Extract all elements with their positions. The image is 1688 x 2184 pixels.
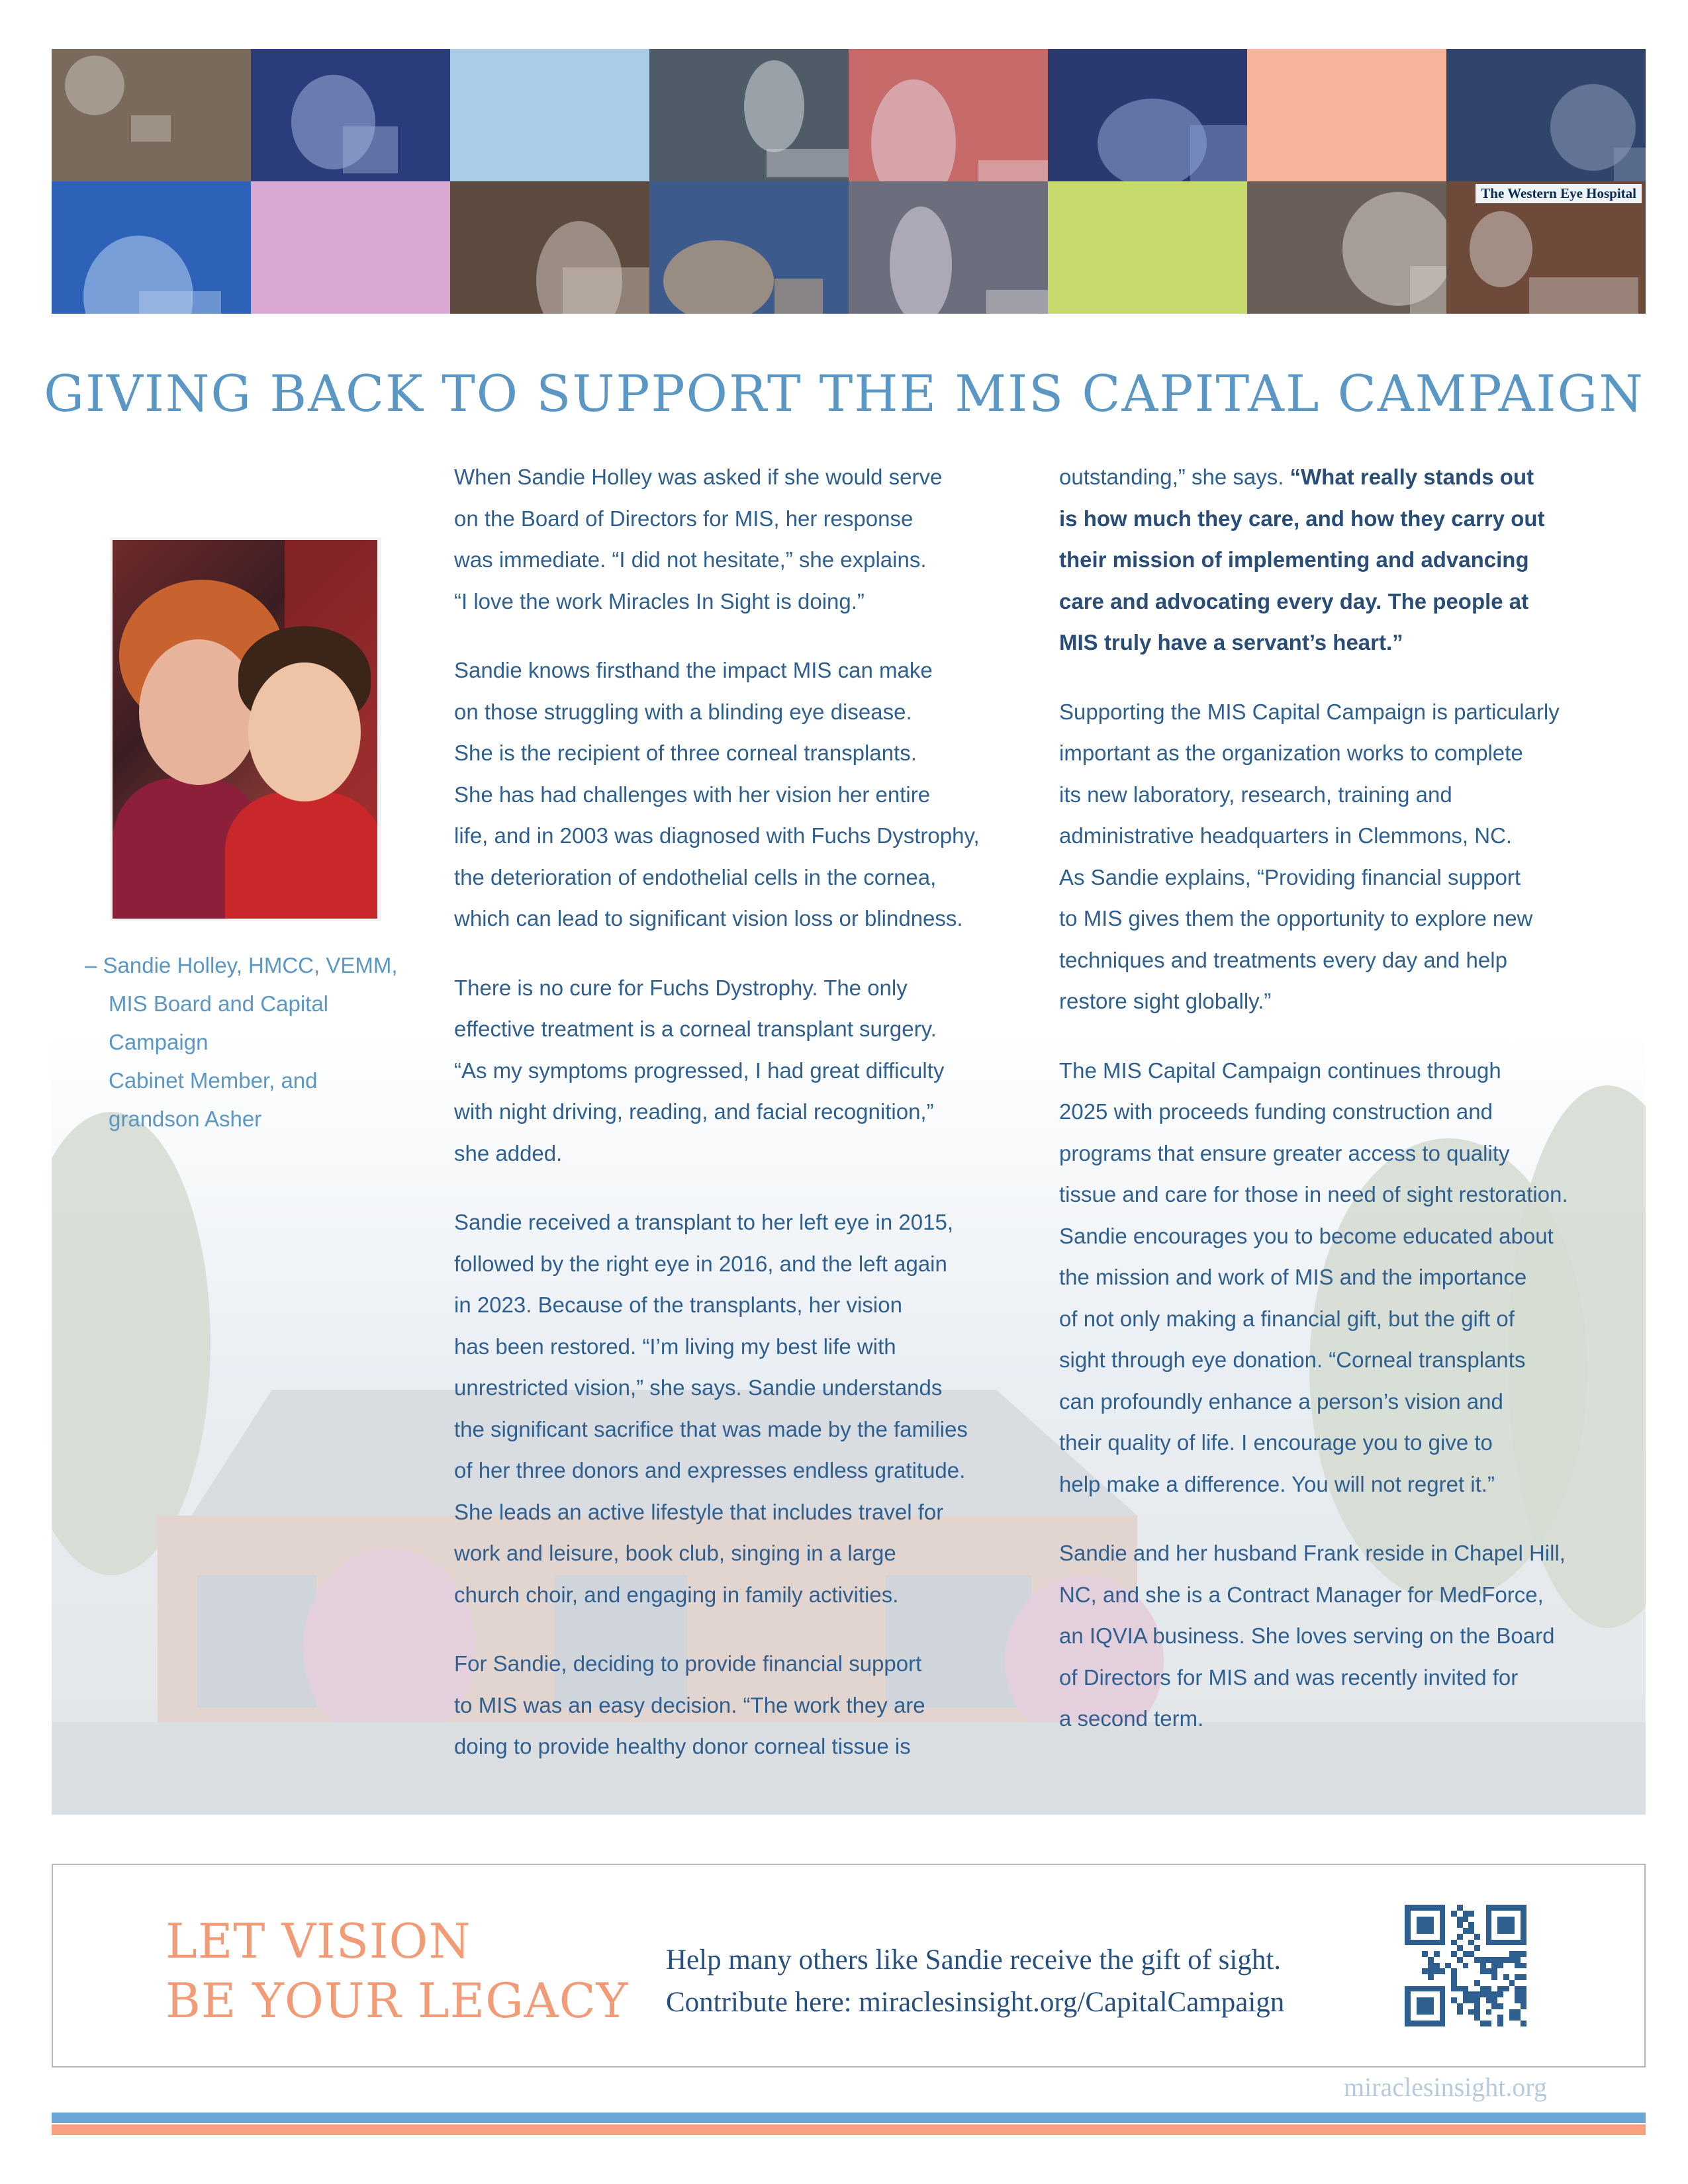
callout-text-line: Help many others like Sandie receive the gift of sight. bbox=[666, 1944, 1282, 1976]
qr-code[interactable] bbox=[1405, 1905, 1526, 2026]
text-line: their quality of life. I encourage you to give to bbox=[1059, 1430, 1493, 1455]
mosaic-tile bbox=[1446, 181, 1646, 314]
text-line: can profoundly enhance a person’s vision and bbox=[1059, 1388, 1503, 1414]
mosaic-tile bbox=[1247, 181, 1446, 314]
text-line: She has had challenges with her vision her entire bbox=[454, 782, 931, 807]
website-url[interactable]: miraclesinsight.org bbox=[1344, 2072, 1547, 2102]
text-line: on the Board of Directors for MIS, her response bbox=[454, 506, 914, 531]
text-line: “As my symptoms progressed, I had great difficulty bbox=[454, 1058, 945, 1083]
text-line: the mission and work of MIS and the importance bbox=[1059, 1265, 1527, 1289]
callout-text bbox=[666, 1939, 1284, 2024]
text-line: its new laboratory, research, training and bbox=[1059, 782, 1452, 807]
mosaic-tile bbox=[1048, 181, 1247, 314]
text-line: church choir, and engaging in family activities. bbox=[454, 1582, 899, 1607]
text-line: techniques and treatments every day and help bbox=[1059, 947, 1507, 972]
paragraph bbox=[454, 1643, 1037, 1768]
text-line: She leads an active lifestyle that includes travel for bbox=[454, 1499, 944, 1524]
hospital-sign: The Western Eye Hospital bbox=[1476, 184, 1642, 203]
callout-title bbox=[165, 1911, 628, 2030]
text-span: outstanding,” she says. bbox=[1059, 465, 1290, 489]
text-line: was immediate. “I did not hesitate,” she explains. bbox=[454, 547, 927, 572]
article-column-1 bbox=[454, 457, 1037, 1796]
text-line: of not only making a financial gift, but the gift of bbox=[1059, 1306, 1515, 1331]
text-line: the significant sacrifice that was made by the families bbox=[454, 1416, 968, 1441]
page-title: GIVING BACK TO SUPPORT THE MIS CAPITAL CAMPAIGN bbox=[44, 364, 1644, 423]
text-line: care and advocating every day. The people at bbox=[1059, 588, 1529, 614]
text-line: has been restored. “I’m living my best life with bbox=[454, 1334, 896, 1359]
text-line: NC, and she is a Contract Manager for MedForce, bbox=[1059, 1582, 1544, 1607]
mosaic-tile bbox=[849, 49, 1048, 181]
mosaic-tile bbox=[1446, 49, 1646, 181]
mosaic-tile bbox=[1048, 49, 1247, 181]
photo-mosaic bbox=[52, 49, 1646, 314]
text-line: work and leisure, book club, singing in a large bbox=[454, 1541, 896, 1565]
mosaic-tile bbox=[450, 49, 649, 181]
paragraph bbox=[454, 650, 1037, 940]
paragraph bbox=[454, 457, 1037, 622]
text-line: restore sight globally.” bbox=[1059, 989, 1272, 1013]
text-line: Sandie received a transplant to her left eye in 2015, bbox=[454, 1210, 953, 1234]
text-line: of Directors for MIS and was recently invited for bbox=[1059, 1664, 1519, 1690]
text-line: followed by the right eye in 2016, and the left again bbox=[454, 1251, 947, 1276]
text-line: Sandie knows firsthand the impact MIS can make bbox=[454, 658, 933, 682]
caption-line: Cabinet Member, and bbox=[109, 1068, 318, 1093]
mosaic-tile bbox=[1247, 49, 1446, 181]
text-line: Sandie and her husband Frank reside in Chapel Hill, bbox=[1059, 1541, 1566, 1565]
text-line: the deterioration of endothelial cells in the cornea, bbox=[454, 864, 937, 889]
text-line bbox=[1059, 457, 1628, 498]
text-line: is how much they care, and how they carry out bbox=[1059, 506, 1545, 531]
mosaic-tile bbox=[649, 49, 849, 181]
text-line: she added. bbox=[454, 1140, 563, 1165]
paragraph bbox=[1059, 457, 1628, 664]
text-line: which can lead to significant vision loss or blindness. bbox=[454, 906, 963, 931]
callout-title-line: BE YOUR LEGACY bbox=[165, 1973, 629, 2028]
footer-stripe-orange bbox=[52, 2124, 1646, 2135]
paragraph bbox=[454, 968, 1037, 1175]
article-column-2 bbox=[1059, 457, 1628, 1768]
portrait-photo bbox=[113, 540, 377, 919]
text-line: Sandie encourages you to become educated about bbox=[1059, 1223, 1554, 1248]
text-line: important as the organization works to complete bbox=[1059, 741, 1523, 765]
mosaic-tile bbox=[849, 181, 1048, 314]
text-line: She is the recipient of three corneal transplants. bbox=[454, 741, 917, 765]
mosaic-tile bbox=[251, 181, 450, 314]
paragraph bbox=[454, 1202, 1037, 1615]
contribute-link[interactable]: Contribute here: miraclesinsight.org/CapitalCampaign bbox=[666, 1987, 1285, 2018]
caption-line: MIS Board and Capital Campaign bbox=[109, 991, 329, 1054]
text-line: As Sandie explains, “Providing financial support bbox=[1059, 864, 1521, 889]
text-line: 2025 with proceeds funding construction and bbox=[1059, 1099, 1493, 1124]
text-line: their mission of implementing and advancing bbox=[1059, 547, 1529, 572]
text-line: with night driving, reading, and facial recognition,” bbox=[454, 1099, 934, 1124]
text-line: programs that ensure greater access to quality bbox=[1059, 1140, 1510, 1165]
text-line: “I love the work Miracles In Sight is doing.” bbox=[454, 588, 865, 614]
text-line: MIS truly have a servant’s heart.” bbox=[1059, 630, 1403, 655]
paragraph bbox=[1059, 692, 1628, 1023]
text-line: There is no cure for Fuchs Dystrophy. The only bbox=[454, 975, 908, 1000]
text-line: For Sandie, deciding to provide financial support bbox=[454, 1651, 922, 1676]
caption-line: – Sandie Holley, HMCC, VEMM, bbox=[85, 953, 398, 978]
mosaic-tile bbox=[251, 49, 450, 181]
mosaic-tile bbox=[52, 49, 251, 181]
paragraph bbox=[1059, 1050, 1628, 1506]
text-line: in 2023. Because of the transplants, her vision bbox=[454, 1293, 902, 1317]
footer-stripe-blue bbox=[52, 2113, 1646, 2123]
mosaic-tile bbox=[450, 181, 649, 314]
text-line: of her three donors and expresses endless gratitude. bbox=[454, 1458, 966, 1482]
text-line: tissue and care for those in need of sight restoration. bbox=[1059, 1182, 1568, 1206]
text-line: doing to provide healthy donor corneal tissue is bbox=[454, 1734, 911, 1758]
mosaic-tile bbox=[649, 181, 849, 314]
donation-callout bbox=[52, 1864, 1646, 2068]
paragraph bbox=[1059, 1533, 1628, 1740]
text-line: on those struggling with a blinding eye disease. bbox=[454, 699, 912, 724]
text-line: life, and in 2003 was diagnosed with Fuchs Dystrophy, bbox=[454, 823, 980, 848]
text-line: administrative headquarters in Clemmons, NC. bbox=[1059, 823, 1513, 848]
text-line: The MIS Capital Campaign continues through bbox=[1059, 1058, 1501, 1083]
quote-emphasis: “What really stands out bbox=[1289, 465, 1534, 489]
text-line: unrestricted vision,” she says. Sandie understands bbox=[454, 1375, 943, 1400]
text-line: sight through eye donation. “Corneal transplants bbox=[1059, 1347, 1526, 1372]
caption-line: grandson Asher bbox=[109, 1107, 262, 1131]
text-line: a second term. bbox=[1059, 1706, 1204, 1731]
photo-caption bbox=[85, 946, 429, 1138]
text-line: an IQVIA business. She loves serving on the Board bbox=[1059, 1623, 1555, 1648]
mosaic-tile bbox=[52, 181, 251, 314]
text-line: to MIS gives them the opportunity to explore new bbox=[1059, 906, 1533, 931]
callout-title-line: LET VISION bbox=[165, 1913, 471, 1969]
text-line: When Sandie Holley was asked if she would serve bbox=[454, 465, 943, 489]
text-line: effective treatment is a corneal transplant surgery. bbox=[454, 1017, 937, 1041]
text-line: help make a difference. You will not regret it.” bbox=[1059, 1471, 1495, 1496]
text-line: Supporting the MIS Capital Campaign is particularly bbox=[1059, 699, 1560, 724]
text-line: to MIS was an easy decision. “The work they are bbox=[454, 1692, 925, 1717]
